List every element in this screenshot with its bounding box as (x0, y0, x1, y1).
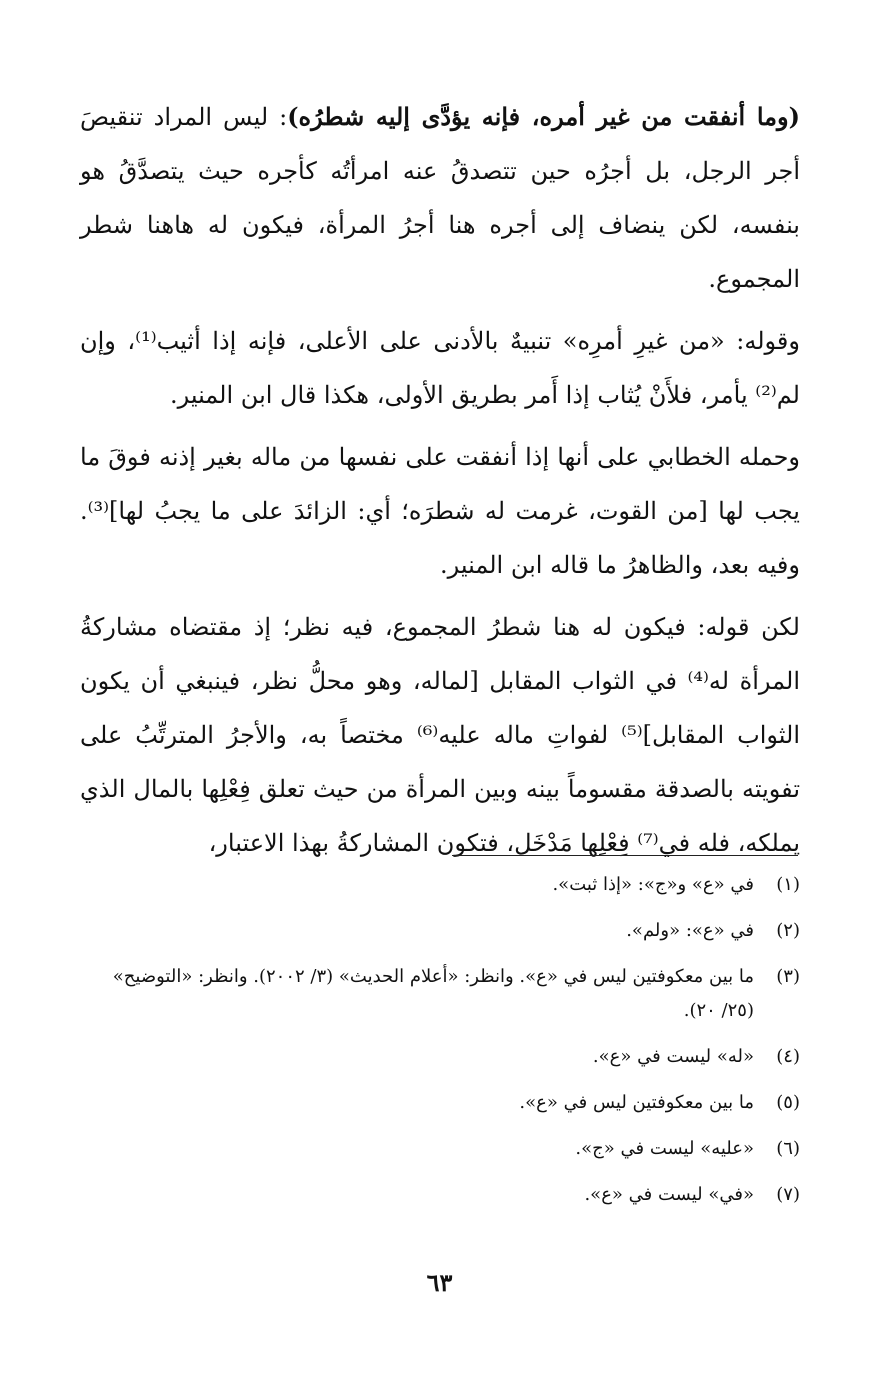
footnote-number: (١) (776, 874, 800, 895)
footnote-5 (80, 1086, 800, 1120)
paragraph-1 (80, 90, 800, 306)
footnote-6 (80, 1132, 800, 1166)
footnote-text: «له» ليست في «ع». (592, 1046, 754, 1067)
footnotes (80, 868, 800, 1224)
footnote-text: في «ع» و«ج»: «إذا ثبت». (552, 874, 754, 895)
footnote-1 (80, 868, 800, 902)
footnote-4 (80, 1040, 800, 1074)
paragraph-1-text: : ليس المراد تنقيصَ أجر الرجل، بل أجرُه حين تتصدقُ عنه امرأتُه كأجره حيث يتصدَّقُ هو بنفسه، لكن ينضاف إلى أجره هنا أجرُ المرأة، فيكون له هاهنا شطر المجموع. (80, 103, 800, 293)
paragraph-4 (80, 600, 800, 870)
paragraph-2 (80, 314, 800, 422)
footnote-number: (٦) (776, 1138, 800, 1159)
main-text (80, 90, 800, 878)
footnote-text: «عليه» ليست في «ج». (575, 1138, 754, 1159)
paragraph-2-text: وقوله: «من غيرِ أمرِه» تنبيهٌ بالأدنى على الأعلى، فإنه إذا أثيب⁽¹⁾، وإن لم⁽²⁾ يأمر، فلأَنْ يُثاب إذا أَمر بطريق الأولى، هكذا قال ابن المنير. (80, 327, 800, 409)
footnote-number: (٣) (776, 966, 800, 987)
footnote-number: (٥) (776, 1092, 800, 1113)
footnote-text: في «ع»: «ولم». (626, 920, 754, 941)
footnote-number: (٤) (776, 1046, 800, 1067)
footnote-number: (٧) (776, 1184, 800, 1205)
footnote-7 (80, 1178, 800, 1212)
footnote-text: ما بين معكوفتين ليس في «ع». وانظر: «أعلام الحديث» (٣/ ٢٠٠٢). وانظر: «التوضيح» (٢٥/ ٢٠). (112, 966, 754, 1021)
footnote-text: «في» ليست في «ع». (584, 1184, 754, 1205)
quoted-hadith-phrase: (وما أنفقت من غير أمره، فإنه يؤدَّى إليه شطرُه) (287, 102, 800, 131)
footnote-separator (452, 855, 798, 856)
footnote-text: ما بين معكوفتين ليس في «ع». (519, 1092, 754, 1113)
page-number: ٦٣ (426, 1268, 453, 1297)
paragraph-4-text: لكن قوله: فيكون له هنا شطرُ المجموع، فيه نظر؛ إذ مقتضاه مشاركةُ المرأة له⁽⁴⁾ في الثواب المقابل [لماله، وهو محلُّ نظر، فينبغي أن يكون الثواب المقابل]⁽⁵⁾ لفواتِ ماله عليه⁽⁶⁾ مختصاً به، والأجرُ المترتِّبُ على تفويته بالصدقة مقسوماً بينه وبين المرأة من حيث تعلق فِعْلِها بالمال الذي يملكه، فله في⁽⁷⁾ فِعْلِها مَدْخَل، فتكون المشاركةُ بهذا الاعتبار، (80, 613, 800, 857)
footnote-2 (80, 914, 800, 948)
paragraph-3 (80, 430, 800, 592)
paragraph-3-text: وحمله الخطابي على أنها إذا أنفقت على نفسها من ماله بغير إذنه فوقَ ما يجب لها [من القوت، غرمت له شطرَه؛ أي: الزائدَ على ما يجبُ لها]⁽³⁾. وفيه بعد، والظاهرُ ما قاله ابن المنير. (80, 443, 800, 579)
footnote-3 (80, 960, 800, 1028)
footnote-number: (٢) (776, 920, 800, 941)
